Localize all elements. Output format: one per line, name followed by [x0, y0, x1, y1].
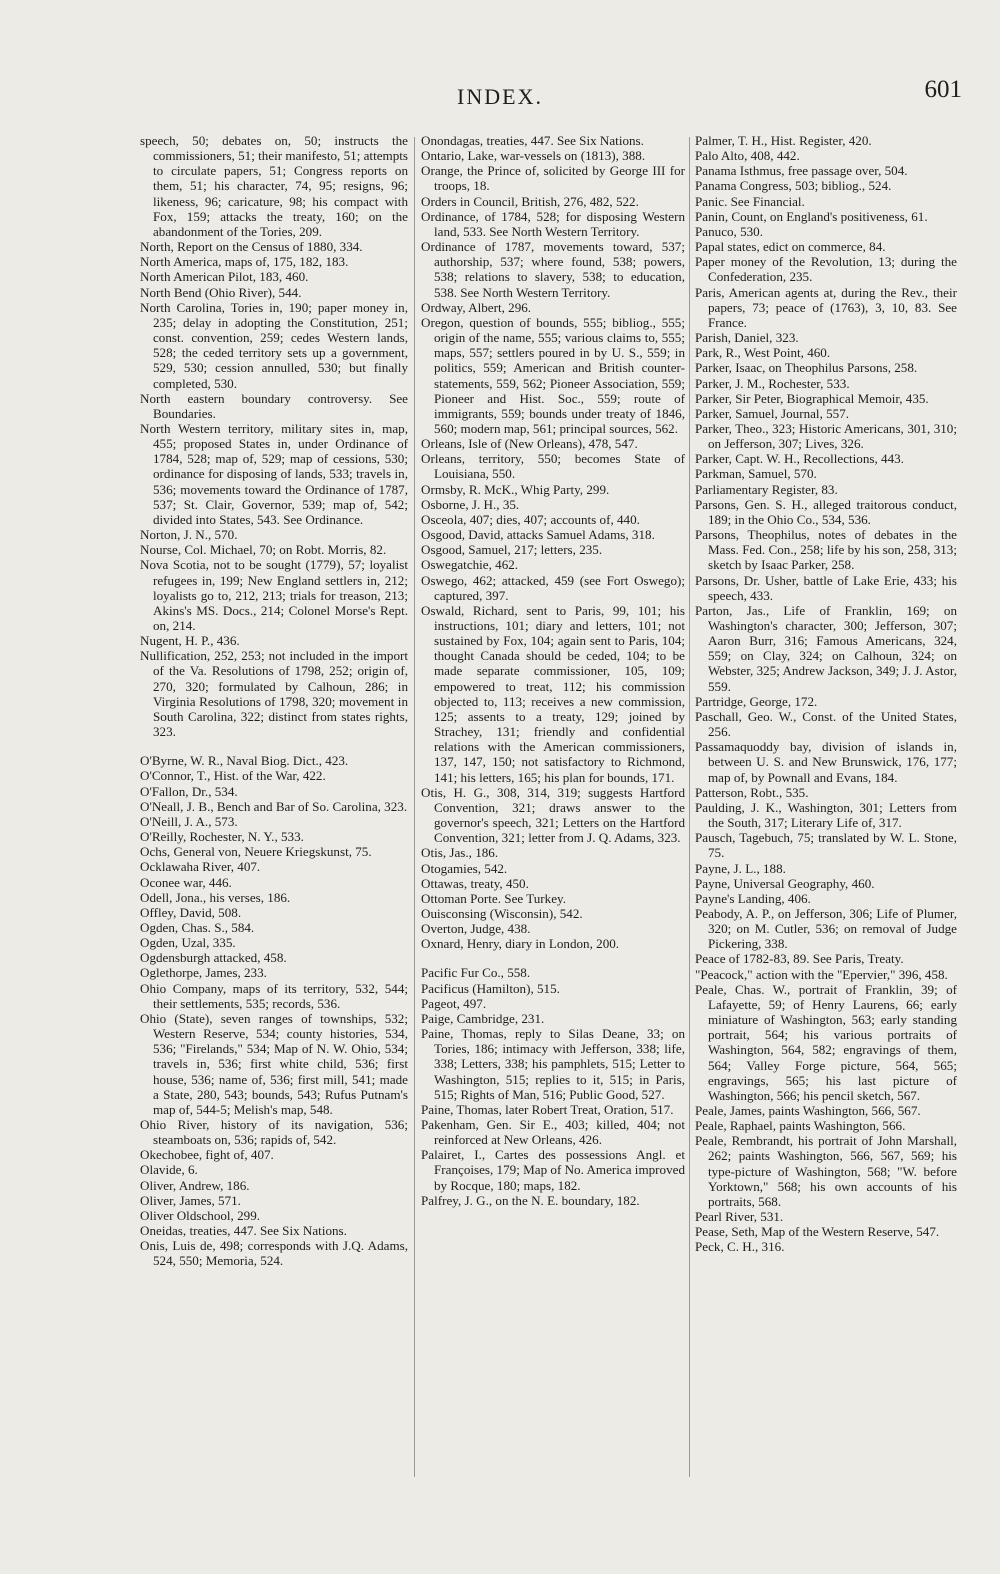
index-entry: Parker, J. M., Rochester, 533.	[695, 375, 850, 391]
index-entry: Osgood, David, attacks Samuel Adams, 318.	[421, 527, 655, 543]
index-entry: Norton, J. N., 570.	[140, 527, 238, 543]
index-entry: Pageot, 497.	[421, 995, 487, 1011]
column-divider	[689, 137, 690, 1477]
index-entry: Odell, Jona., his verses, 186.	[140, 889, 291, 905]
index-entry: Parliamentary Register, 83.	[695, 481, 838, 497]
index-entry: North Bend (Ohio River), 544.	[140, 284, 302, 300]
index-entry: Orleans, Isle of (New Orleans), 478, 547.	[421, 436, 638, 452]
page-number: 601	[924, 76, 962, 103]
index-entry: Orange, the Prince of, solicited by George III for troops, 18.	[421, 163, 685, 194]
index-entry: North Carolina, Tories in, 190; paper money in, 235; delay in adopting the Constitution, 251; const. convention, 259; cedes Western lands, 528; the ceded territory sets up a government, 529, 530; cession annulled, 530; but finally completed, 530.	[140, 299, 408, 391]
index-entry: Payne, J. L., 188.	[695, 860, 786, 876]
index-entry: Oneidas, treaties, 447. See Six Nations.	[140, 1223, 347, 1239]
index-entry: Paper money of the Revolution, 13; during the Confederation, 235.	[695, 254, 957, 285]
index-entry: Ouisconsing (Wisconsin), 542.	[421, 905, 583, 921]
index-entry: Paine, Thomas, later Robert Treat, Oration, 517.	[421, 1101, 674, 1117]
index-entry: Peck, C. H., 316.	[695, 1239, 785, 1255]
index-entry: Oxnard, Henry, diary in London, 200.	[421, 936, 620, 952]
index-column-1	[140, 133, 408, 1269]
index-entry: Parsons, Gen. S. H., alleged traitorous conduct, 189; in the Ohio Co., 534, 536.	[695, 496, 957, 527]
index-entry: Ochs, General von, Neuere Kriegskunst, 75.	[140, 844, 372, 860]
index-entry: Paulding, J. K., Washington, 301; Letters from the South, 317; Literary Life of, 317.	[695, 799, 957, 831]
index-entry: Pausch, Tagebuch, 75; translated by W. L. Stone, 75.	[695, 830, 957, 861]
index-entry: Payne's Landing, 406.	[695, 890, 811, 906]
index-entry: O'Neill, J. A., 573.	[140, 813, 238, 829]
index-entry: Parker, Capt. W. H., Recollections, 443.	[695, 451, 904, 467]
index-entry: Peace of 1782-83, 89. See Paris, Treaty.	[695, 951, 904, 967]
index-entry: Nullification, 252, 253; not included in the import of the Va. Resolutions of 1798, 252; origin of, 270, 320; formulated by Calhoun, 286; in Virginia Resolutions of 1798, 320; movement in South Carolina, 322; distinct from states rights, 323.	[140, 648, 408, 740]
index-entry: Panama Isthmus, free passage over, 504.	[695, 163, 908, 179]
page-title: INDEX.	[457, 84, 543, 109]
index-entry: Nugent, H. P., 436.	[140, 633, 240, 649]
index-entry: Olavide, 6.	[140, 1162, 198, 1178]
index-entry: Patterson, Robt., 535.	[695, 784, 809, 800]
index-entry: Onondagas, treaties, 447. See Six Nations.	[421, 133, 644, 148]
index-entry: Ordinance of 1787, movements toward, 537; authorship, 537; where found, 538; powers, 538; relations to slavery, 538; to education, 538. See North Western Territory.	[421, 239, 685, 300]
index-entry: Otis, Jas., 186.	[421, 845, 499, 861]
index-entry: Palairet, I., Cartes des possessions Angl. et Françoises, 179; Map of No. America improved by Rocque, 180; maps, 182.	[421, 1147, 685, 1193]
index-entry: Ohio Company, maps of its territory, 532, 544; their settlements, 535; records, 536.	[140, 980, 408, 1011]
index-entry: Park, R., West Point, 460.	[695, 345, 831, 361]
index-entry: North American Pilot, 183, 460.	[140, 269, 309, 285]
index-entry: Peale, Chas. W., portrait of Franklin, 39; of Lafayette, 59; of Henry Laurens, 66; early miniature of Washington, 563; early standing portrait, 564; his various portraits of Washington, 564, 582; engravings of them, 564; Valley Forge picture, 564, 565; engravings, 565; his last picture of Washington, 566; his pencil sketch, 567.	[695, 981, 957, 1103]
index-entry: Pakenham, Gen. Sir E., 403; killed, 404; not reinforced at New Orleans, 426.	[421, 1117, 685, 1148]
index-entry: Oregon, question of bounds, 555; bibliog., 555; origin of the name, 555; various claims to, 555; maps, 557; settlers poured in by U. S., 559; in politics, 559; American and British counter-statements, 559, 562; Pioneer Association, 559; Pioneer and Hist. Soc., 559; route of immigrants, 559; bounds under treaty of 1846, 560; modern map, 561; principal sources, 562.	[421, 314, 685, 436]
index-entry: Pearl River, 531.	[695, 1209, 784, 1225]
index-entry: Parton, Jas., Life of Franklin, 169; on Washington's character, 300; Jefferson, 307; Aaron Burr, 316; Famous Americans, 324, 559; on Clay, 324; on Calhoun, 324; on Webster, 325; Andrew Jackson, 349; J. J. Astor, 559.	[695, 602, 957, 694]
index-entry: Oglethorpe, James, 233.	[140, 965, 267, 981]
index-entry: Okechobee, fight of, 407.	[140, 1147, 274, 1163]
index-entry: O'Reilly, Rochester, N. Y., 533.	[140, 829, 304, 845]
index-entry: Parker, Samuel, Journal, 557.	[695, 405, 850, 421]
index-entry: Parker, Sir Peter, Biographical Memoir, 435.	[695, 390, 929, 406]
index-entry: Oconee war, 446.	[140, 874, 232, 890]
index-entry: Nova Scotia, not to be sought (1779), 57; loyalist refugees in, 199; New England settlers in, 212; loyalists go to, 212, 213; trials for treason, 213; Akins's MS. Docs., 214; Colonel Morse's Rept. on, 214.	[140, 557, 408, 633]
index-entry: speech, 50; debates on, 50; instructs the commissioners, 51; their manifesto, 51; attempts to circulate papers, 51; Congress reports on them, 51; his character, 74, 95; resigns, 96; likeness, 96; caricature, 98; his compact with Fox, 159; attacks the treaty, 160; on the abandonment of the Tories, 209.	[140, 133, 408, 239]
index-entry: Peale, Raphael, paints Washington, 566.	[695, 1118, 906, 1134]
index-entry: Ohio River, history of its navigation, 536; steamboats on, 536; rapids of, 542.	[140, 1117, 408, 1148]
index-entry: Panama Congress, 503; bibliog., 524.	[695, 178, 892, 194]
index-entry: Ordinance, of 1784, 528; for disposing Western land, 533. See North Western Territory.	[421, 208, 685, 239]
index-entry: Ogden, Chas. S., 584.	[140, 919, 255, 935]
index-entry: Parker, Theo., 323; Historic Americans, 301, 310; on Jefferson, 307; Lives, 326.	[695, 420, 957, 452]
index-entry: North, Report on the Census of 1880, 334.	[140, 239, 363, 255]
column-divider	[414, 137, 415, 1477]
index-entry: O'Connor, T., Hist. of the War, 422.	[140, 768, 326, 784]
index-entry: North eastern boundary controversy. See Boundaries.	[140, 390, 408, 421]
index-entry: Orders in Council, British, 276, 482, 522.	[421, 193, 639, 209]
index-entry: Ohio (State), seven ranges of townships, 532; Western Reserve, 534; county histories, 534, 536; "Firelands," 534; Map of N. W. Ohio, 534; travels in, 536; first white child, 536; first house, 536; name of, 536; first mill, 541; made a State, 280, 543; bounds, 543; Rufus Putnam's map of, 544-5; Melish's map, 548.	[140, 1010, 408, 1117]
index-entry: Otogamies, 542.	[421, 860, 508, 876]
index-entry: Ogden, Uzal, 335.	[140, 935, 236, 951]
index-entry: Ottawas, treaty, 450.	[421, 875, 529, 891]
index-entry: Osborne, J. H., 35.	[421, 496, 520, 512]
index-entry: Paris, American agents at, during the Rev., their papers, 73; peace of (1763), 3, 10, 83. See France.	[695, 284, 957, 330]
index-entry: Pacific Fur Co., 558.	[421, 965, 531, 981]
index-entry: O'Byrne, W. R., Naval Biog. Dict., 423.	[140, 753, 349, 769]
index-entry: Parsons, Dr. Usher, battle of Lake Erie, 433; his speech, 433.	[695, 572, 957, 603]
index-entry: Ogdensburgh attacked, 458.	[140, 950, 287, 966]
index-entry: Oliver, James, 571.	[140, 1192, 241, 1208]
index-column-3	[695, 133, 957, 1255]
index-entry: Parsons, Theophilus, notes of debates in the Mass. Fed. Con., 258; life by his son, 258, 313; sketch by Isaac Parker, 258.	[695, 527, 957, 573]
index-entry: North America, maps of, 175, 182, 183.	[140, 254, 349, 270]
index-entry: Panic. See Financial.	[695, 193, 805, 209]
index-entry: Ormsby, R. McK., Whig Party, 299.	[421, 481, 610, 497]
index-entry: Ottoman Porte. See Turkey.	[421, 890, 566, 906]
index-entry: Panuco, 530.	[695, 223, 764, 239]
index-entry: Paige, Cambridge, 231.	[421, 1010, 545, 1026]
index-entry: Passamaquoddy bay, division of islands in, between U. S. and New Brunswick, 176, 177; map of, by Pownall and Evans, 184.	[695, 739, 957, 785]
index-entry: Osceola, 407; dies, 407; accounts of, 440.	[421, 511, 640, 527]
index-entry: Onis, Luis de, 498; corresponds with J.Q. Adams, 524, 550; Memoria, 524.	[140, 1238, 408, 1269]
index-entry: Otis, H. G., 308, 314, 319; suggests Hartford Convention, 321; draws answer to the governor's speech, 321; Letters on the Hartford Convention, 321; letter from J. Q. Adams, 323.	[421, 784, 685, 846]
index-entry: Parish, Daniel, 323.	[695, 330, 799, 346]
index-entry: Peabody, A. P., on Jefferson, 306; Life of Plumer, 320; on M. Cutler, 536; on removal of Judge Pickering, 338.	[695, 905, 957, 952]
index-entry: Palo Alto, 408, 442.	[695, 148, 800, 164]
index-entry: Palfrey, J. G., on the N. E. boundary, 182.	[421, 1192, 640, 1208]
index-entry: "Peacock," action with the "Epervier," 396, 458.	[695, 966, 948, 982]
index-entry: Offley, David, 508.	[140, 904, 242, 920]
index-entry: Nourse, Col. Michael, 70; on Robt. Morris, 82.	[140, 542, 387, 558]
index-entry: North Western territory, military sites in, map, 455; proposed States in, under Ordinance of 1784, 528; map of, 529; map of cessions, 530; ordinance for disposing of lands, 533; travels in, 536; movements toward the Ordinance of 1787, 537; St. Clair, Governor, 539; map of, 542; divided into States, 543. See Ordinance.	[140, 420, 408, 527]
index-entry: Oswego, 462; attacked, 459 (see Fort Oswego); captured, 397.	[421, 572, 685, 603]
index-entry: O'Fallon, Dr., 534.	[140, 783, 238, 799]
index-column-2	[421, 133, 685, 1208]
index-entry: Parkman, Samuel, 570.	[695, 466, 817, 482]
index-entry: Orleans, territory, 550; becomes State of Louisiana, 550.	[421, 451, 685, 482]
index-entry: Oliver, Andrew, 186.	[140, 1177, 250, 1193]
index-entry: Payne, Universal Geography, 460.	[695, 875, 875, 891]
index-entry: Papal states, edict on commerce, 84.	[695, 239, 886, 255]
index-entry: Pease, Seth, Map of the Western Reserve, 547.	[695, 1224, 940, 1240]
index-entry: Panin, Count, on England's positiveness, 61.	[695, 208, 928, 224]
index-entry: Peale, Rembrandt, his portrait of John Marshall, 262; paints Washington, 566, 567, 569; his type-picture of Washington, 568; "W. before Yorktown," 568; his own accounts of his portraits, 568.	[695, 1133, 957, 1209]
index-entry: Pacificus (Hamilton), 515.	[421, 980, 560, 996]
index-entry: Ontario, Lake, war-vessels on (1813), 388.	[421, 148, 646, 164]
index-entry: Overton, Judge, 438.	[421, 921, 531, 937]
index-entry: Ordway, Albert, 296.	[421, 299, 532, 315]
index-entry: Paine, Thomas, reply to Silas Deane, 33; on Tories, 186; intimacy with Jefferson, 338; life, 338; Letters, 338; his pamphlets, 515; Letter to Washington, 515; replies to it, 515; in Paris, 515; Rights of Man, 516; Public Good, 527.	[421, 1026, 685, 1102]
index-entry: Peale, James, paints Washington, 566, 567.	[695, 1103, 921, 1118]
index-entry: Parker, Isaac, on Theophilus Parsons, 258.	[695, 360, 918, 376]
index-entry: Paschall, Geo. W., Const. of the United States, 256.	[695, 708, 957, 740]
index-entry: Palmer, T. H., Hist. Register, 420.	[695, 133, 872, 148]
index-entry: Oswald, Richard, sent to Paris, 99, 101; his instructions, 101; diary and letters, 101; not sustained by Fox, 104; again sent to Paris, 104; thought Canada should be ceded, 104; to be made separate commissioner, 105, 109; empowered to treat, 112; his commission objected to, 113; receives a new commission, 125; assents to a treaty, 129; joined by Strachey, 131; friendly and confidential relations with the American commissioners, 137, 147, 150; not satisfactory to Richmond, 141; his letters, 165; his plan for bounds, 171.	[421, 602, 685, 785]
index-entry: O'Neall, J. B., Bench and Bar of So. Carolina, 323.	[140, 798, 408, 814]
index-entry: Partridge, George, 172.	[695, 693, 818, 709]
index-entry: Oswegatchie, 462.	[421, 557, 519, 573]
index-entry: Ocklawaha River, 407.	[140, 859, 261, 875]
index-entry: Oliver Oldschool, 299.	[140, 1207, 261, 1223]
index-entry: Osgood, Samuel, 217; letters, 235.	[421, 542, 603, 558]
